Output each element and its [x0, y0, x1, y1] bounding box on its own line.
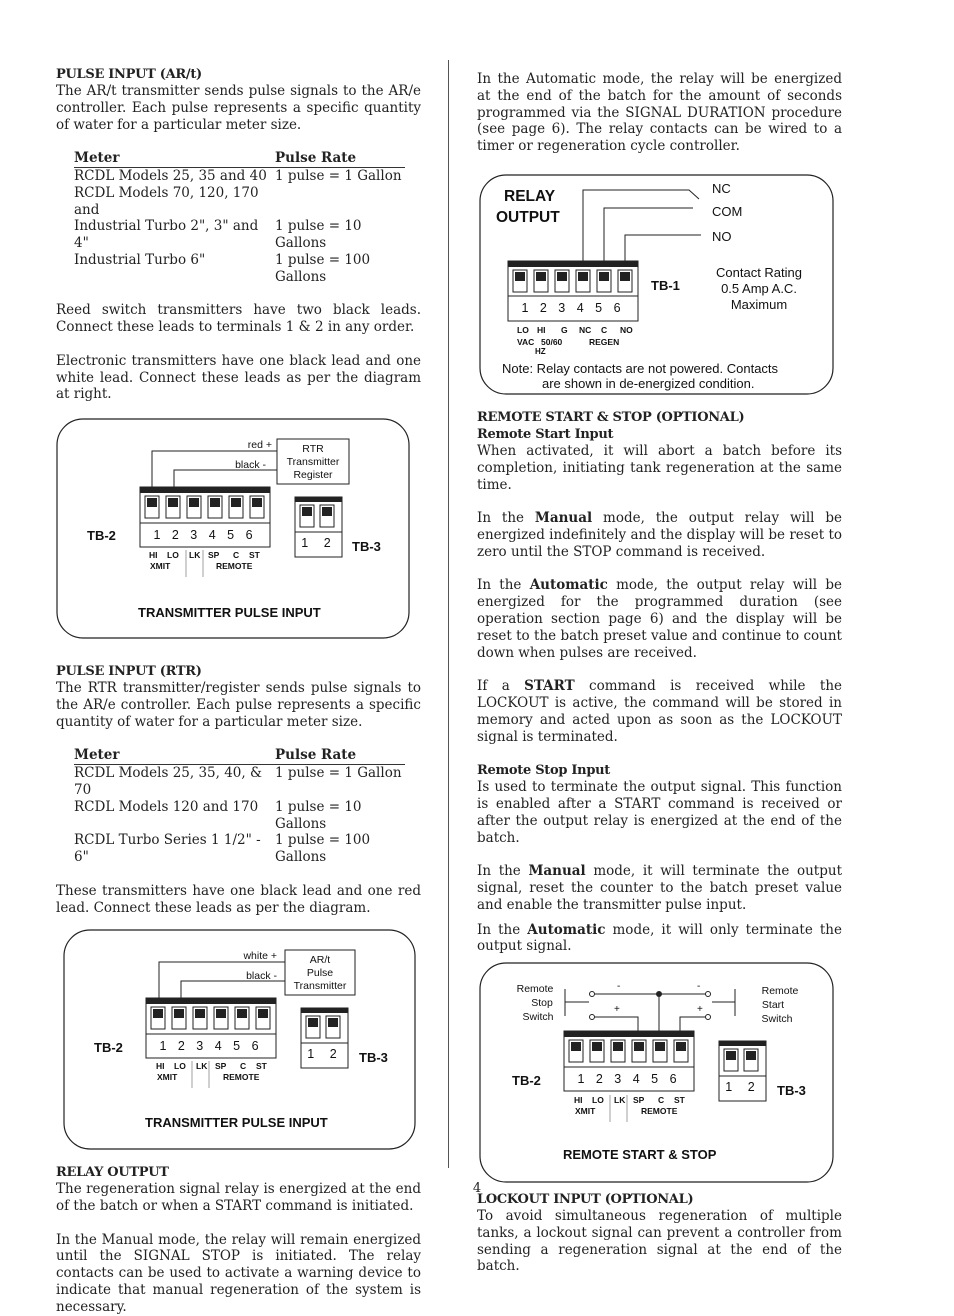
table-row: RCDL Models 120 and 170 1 pulse = 10 Gallons	[74, 798, 362, 832]
svg-text:HI: HI	[149, 550, 158, 561]
lockout-input-heading: LOCKOUT INPUT (OPTIONAL)	[477, 1192, 694, 1208]
svg-text:Stop: Stop	[531, 997, 553, 1010]
page-number: 4	[472, 1181, 482, 1196]
svg-text:C: C	[233, 550, 240, 561]
svg-text:G: G	[561, 324, 568, 335]
relay-output-para2: In the Manual mode, the relay will remain energized until the SIGNAL STOP is initiated. The relay contacts can be used to activate a warning device to indicate that manual regeneration of the system is necessary.	[56, 1231, 421, 1315]
diagram1-svg	[56, 417, 421, 647]
svg-text:Maximum: Maximum	[730, 296, 788, 312]
svg-text:COM: COM	[712, 203, 743, 219]
svg-text:-: -	[697, 981, 701, 993]
remote-start-lockout-para: If a START command is received while the LOCKOUT is active, the command will be stored in memory and acted upon as soon as the LOCKOUT signal is terminated.	[477, 678, 842, 745]
svg-text:-: -	[617, 981, 621, 993]
svg-text:Note: Relay contacts are not: Note: Relay contacts are not powered. Contacts	[502, 360, 779, 376]
svg-text:TRANSMITTER PULSE INPUT: TRANSMITTER PULSE INPUT	[145, 1115, 328, 1131]
pulse-input-rtr-heading: PULSE INPUT (RTR)	[56, 664, 202, 680]
svg-text:AR/t: AR/t	[309, 954, 331, 967]
svg-text:Remote: Remote	[761, 985, 799, 998]
meter-header: Meter	[74, 150, 275, 167]
svg-text:50/60: 50/60	[541, 336, 563, 347]
svg-text:black -: black -	[246, 970, 277, 983]
electronic-transmitter-paragraph: Electronic transmitters have one black lead and one white lead. Connect these leads as per the diagram at right.	[56, 352, 421, 403]
svg-text:LK: LK	[614, 1095, 626, 1106]
automatic-mode-paragraph: In the Automatic mode, the relay will be energized at the end of the batch for the amount of seconds programmed via the SIGNAL DURATION procedure (see page 6). The relay contacts can be wired to a timer or regeneration cycle controller.	[477, 71, 842, 155]
rtr-leads-paragraph: These transmitters have one black lead and one red lead. Connect these leads as per the diagram.	[56, 882, 421, 916]
svg-text:Transmitter: Transmitter	[286, 456, 340, 469]
svg-text:Transmitter: Transmitter	[293, 980, 347, 993]
svg-text:REMOTE: REMOTE	[223, 1072, 260, 1083]
remote-stop-manual-para: In the Manual mode, it will terminate the output signal, reset the counter to the batch preset value and enable the transmitter pulse input.	[477, 863, 842, 913]
pulse-input-rtr-intro: The RTR transmitter/register sends pulse signals to the AR/e controller. Each pulse represents a specific quantity of water for a particular meter size.	[56, 680, 421, 730]
svg-text:Contact Rating: Contact Rating	[716, 264, 802, 280]
svg-text:NO: NO	[620, 324, 633, 335]
svg-text:Switch: Switch	[761, 1013, 793, 1026]
svg-text:Pulse: Pulse	[306, 967, 334, 980]
table-row: Industrial Turbo 2", 3" and 4" 1 pulse = 10 Gallons	[74, 218, 362, 252]
svg-text:REMOTE START & STOP: REMOTE START & STOP	[563, 1147, 717, 1163]
rtr-meter-table	[74, 747, 405, 866]
remote-stop-automatic-para: In the Automatic mode, it will only terminate the output signal.	[477, 921, 842, 955]
svg-text:Remote: Remote	[516, 983, 554, 996]
svg-text:RELAY: RELAY	[504, 187, 556, 205]
pulse-input-ar-heading: PULSE INPUT (AR/t)	[56, 67, 202, 82]
svg-text:LO: LO	[174, 1061, 186, 1072]
diagram2-svg	[56, 928, 421, 1152]
pulse-rate-header: Pulse Rate	[275, 150, 405, 167]
svg-text:ST: ST	[256, 1061, 267, 1072]
relay-output-para1: The regeneration signal relay is energized at the end of the batch or when a START command is initiated.	[56, 1181, 421, 1215]
remote-start-automatic-para: In the Automatic mode, the output relay will be energized for the programmed duration (see operation section page 6) and the display will be reset to the batch preset value and continue to count down when pulses are received.	[477, 577, 843, 661]
svg-text:XMIT: XMIT	[150, 561, 171, 572]
svg-text:TB-2: TB-2	[94, 1040, 123, 1056]
svg-text:ST: ST	[249, 550, 260, 561]
svg-text:RTR: RTR	[302, 443, 324, 456]
svg-text:SP: SP	[633, 1095, 645, 1106]
svg-text:TB-3: TB-3	[777, 1083, 806, 1099]
svg-text:+: +	[697, 1004, 703, 1016]
svg-text:C: C	[658, 1095, 665, 1106]
relay-output-heading: RELAY OUTPUT	[56, 1165, 169, 1181]
svg-text:NC: NC	[579, 324, 592, 335]
svg-text:+: +	[614, 1004, 620, 1016]
table-row: RCDL Models 70, 120, 170 and	[74, 184, 259, 218]
transmitter-pulse-diagram-2	[56, 928, 421, 1164]
reed-switch-paragraph: Reed switch transmitters have two black leads. Connect these leads to terminals 1 & 2 in any order.	[56, 302, 421, 336]
remote-start-stop-diagram	[477, 961, 842, 1191]
svg-text:SP: SP	[215, 1061, 227, 1072]
svg-text:TB-3: TB-3	[352, 539, 381, 555]
svg-text:LO: LO	[517, 324, 529, 335]
svg-text:1 2 3 4 5 6: 1 2 3 4 5 6	[153, 528, 257, 543]
svg-text:SP: SP	[208, 550, 220, 561]
diagram3-svg	[477, 173, 842, 399]
svg-text:C: C	[601, 324, 608, 335]
svg-text:0.5 Amp A.C.: 0.5 Amp A.C.	[721, 280, 797, 296]
diagram4-svg	[477, 961, 842, 1185]
svg-text:LK: LK	[196, 1061, 208, 1072]
right-column	[477, 71, 842, 1275]
ar-meter-table	[74, 150, 405, 285]
remote-stop-input-heading: Remote Stop Input	[477, 763, 610, 779]
svg-text:1 2: 1 2	[725, 1080, 761, 1095]
svg-text:C: C	[240, 1061, 247, 1072]
pulse-rate-header: Pulse Rate	[275, 747, 405, 764]
svg-text:REMOTE: REMOTE	[641, 1106, 678, 1117]
svg-text:REGEN: REGEN	[589, 336, 620, 347]
svg-text:OUTPUT: OUTPUT	[496, 208, 560, 226]
transmitter-pulse-diagram-1	[56, 417, 421, 663]
svg-text:VAC: VAC	[517, 336, 535, 347]
svg-text:black -: black -	[235, 459, 266, 472]
relay-output-diagram	[477, 173, 842, 409]
svg-text:Switch: Switch	[522, 1011, 554, 1024]
svg-text:NC: NC	[712, 180, 731, 196]
remote-start-manual-para: In the Manual mode, the output relay will be energized indefinitely and the display will be reset to zero until the STOP command is received.	[477, 510, 843, 560]
svg-text:LK: LK	[189, 550, 201, 561]
svg-text:HZ: HZ	[535, 346, 546, 356]
remote-stop-para1: Is used to terminate the output signal. This function is enabled after a START command is received or after the output relay is energized at the end of the batch.	[477, 779, 842, 846]
svg-text:Register: Register	[293, 469, 333, 482]
svg-text:HI: HI	[537, 324, 546, 335]
remote-start-para1: When activated, it will abort a batch before its completion, initiating tank regeneration at the same time.	[477, 442, 842, 493]
column-divider	[448, 60, 449, 1168]
svg-text:TB-2: TB-2	[87, 528, 116, 544]
table-row: RCDL Turbo Series 1 1/2" - 6" 1 pulse = 100 Gallons	[74, 832, 371, 866]
svg-text:HI: HI	[574, 1095, 583, 1106]
remote-start-input-heading: Remote Start Input	[477, 426, 614, 442]
table-row: RCDL Models 25, 35, 40, & 70 1 pulse = 1 Gallon	[74, 765, 402, 798]
svg-text:XMIT: XMIT	[575, 1106, 596, 1117]
svg-text:red +: red +	[247, 439, 272, 452]
left-column	[56, 66, 421, 1316]
table-row: RCDL Models 25, 35 and 40 1 pulse = 1 Gallon	[74, 167, 402, 184]
svg-text:1 2: 1 2	[301, 536, 337, 551]
svg-text:LO: LO	[167, 550, 179, 561]
svg-text:1 2: 1 2	[307, 1047, 343, 1062]
svg-text:TB-2: TB-2	[512, 1073, 541, 1089]
pulse-input-ar-intro: The AR/t transmitter sends pulse signals to the AR/e controller. Each pulse represents a specific quantity of water for a particular meter size.	[56, 83, 421, 133]
svg-text:1 2 3 4 5 6: 1 2 3 4 5 6	[159, 1039, 263, 1054]
svg-text:TB-1: TB-1	[651, 277, 680, 293]
svg-text:1 2 3 4 5 6: 1 2 3 4 5 6	[577, 1072, 681, 1087]
svg-text:white +: white +	[243, 950, 277, 963]
svg-text:XMIT: XMIT	[157, 1072, 178, 1083]
svg-text:Start: Start	[761, 999, 785, 1012]
svg-text:TRANSMITTER PULSE INPUT: TRANSMITTER PULSE INPUT	[138, 605, 321, 621]
table-row: Industrial Turbo 6" 1 pulse = 100 Gallons	[74, 251, 371, 285]
remote-start-stop-heading: REMOTE START & STOP (OPTIONAL)	[477, 409, 745, 425]
svg-text:HI: HI	[156, 1061, 165, 1072]
svg-text:1 2 3 4 5 6: 1 2 3 4 5 6	[521, 300, 625, 315]
lockout-input-para: To avoid simultaneous regeneration of multiple tanks, a lockout signal can prevent a controller from sending a regeneration signal at the end of the batch.	[477, 1208, 842, 1275]
svg-text:REMOTE: REMOTE	[216, 561, 253, 572]
svg-text:TB-3: TB-3	[359, 1050, 388, 1066]
svg-text:are shown in de-energized cond: are shown in de-energized condition.	[542, 375, 755, 391]
svg-text:LO: LO	[592, 1095, 604, 1106]
svg-text:NO: NO	[712, 228, 732, 244]
svg-text:ST: ST	[674, 1095, 685, 1106]
meter-header: Meter	[74, 747, 275, 764]
